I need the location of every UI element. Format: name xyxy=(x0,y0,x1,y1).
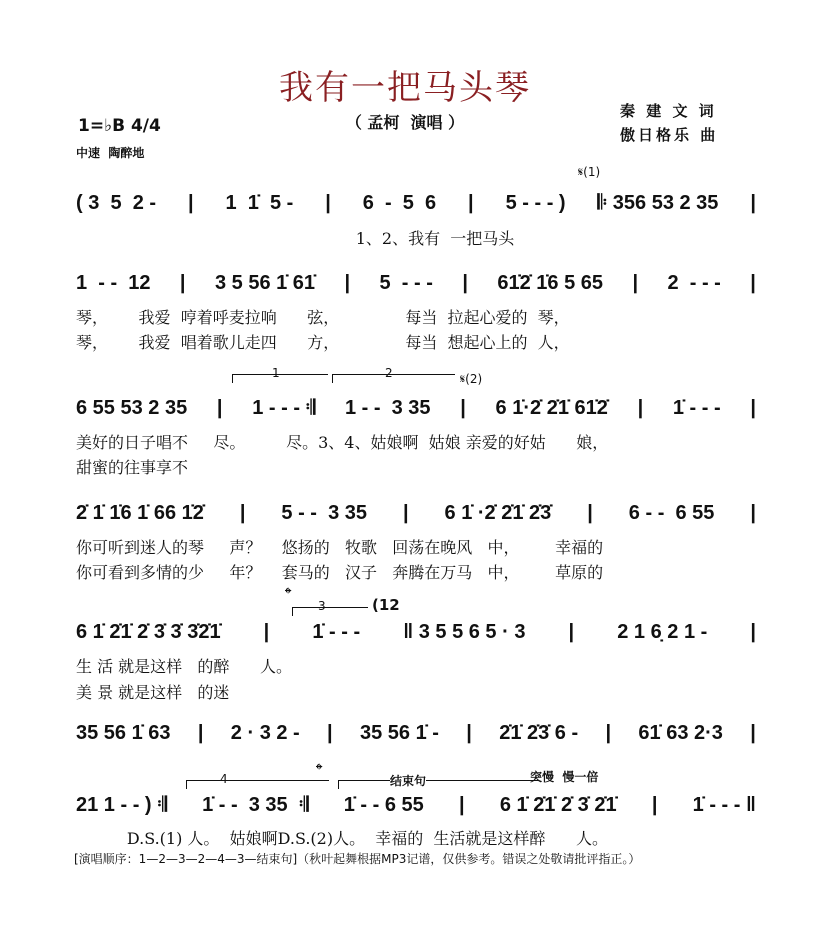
measure: ‖ 3 5 5 6 5 · 3 xyxy=(403,621,526,643)
measure: 6 1̇ ·2̇ 2̇1̇ 2̇3̇ xyxy=(444,502,552,524)
composer: 傲日格乐 曲 xyxy=(620,126,719,144)
measure: 61̇ 63 2·3 xyxy=(638,722,723,744)
measure: 35 56 1̇ - xyxy=(359,722,439,744)
measure: 𝄆 356 53 2 35 xyxy=(597,192,719,214)
measure: 6 1̇ 2̇1̇ 2̇ 3̇ 3̇ 3̇2̇1̇ xyxy=(76,621,221,643)
measure: 1̇ - - - xyxy=(672,397,721,419)
measure: 1 - - - 𝄇 xyxy=(252,397,316,419)
measure: 6 55 53 2 35 xyxy=(76,397,188,419)
volta-4: 4 xyxy=(220,772,228,786)
score-row-3: 6 55 53 2 35 | 1 - - - 𝄇 1 - - 3 35 | 6 1̇·2̇ 2̇1̇ 61̇2̇ | 1̇ - - - | xyxy=(76,397,756,419)
score-row-6: 35 56 1̇ 63 | 2 · 3 2 - | 35 56 1̇ - | 2̇1̇ 2̇3̇ 6 - | 61̇ 63 2·3 | xyxy=(76,722,756,744)
measure: 6 1̇·2̇ 2̇1̇ 61̇2̇ xyxy=(495,397,608,419)
measure: 1̇ - - - ‖ xyxy=(692,794,756,816)
measure: 61̇2̇ 1̇6 5 65 xyxy=(497,272,604,294)
score-row-5: 6 1̇ 2̇1̇ 2̇ 3̇ 3̇ 3̇2̇1̇ | 1̇ - - - ‖ 3 5 5 6 5 · 3 | 2 1 6̣ 2 1 - | xyxy=(76,621,756,643)
measure: 1̇ - - 3 35 𝄇 xyxy=(202,794,309,816)
tempo-marking: 中速 陶醉地 xyxy=(76,146,145,160)
score-row-7: 21 1 - - ) 𝄇 1̇ - - 3 35 𝄇 1̇ - - 6 55 | 6 1̇ 2̇1̇ 2̇ 3̇ 2̇1̇ | 1̇ - - - ‖ xyxy=(76,794,756,816)
coda-icon: 𝄌 xyxy=(285,584,292,605)
measure: 1̇ - - 6 55 xyxy=(343,794,424,816)
lyrics-line: 美 景 就是这样 的迷 xyxy=(76,683,230,702)
measure: 5 - - 3 35 xyxy=(281,502,368,524)
measure: 2 1 6̣ 2 1 - xyxy=(617,621,708,643)
volta-3: 3 xyxy=(318,599,326,613)
lyrics-line: 1、2、我有 一把马头 xyxy=(76,229,515,248)
performance-order-note: [演唱顺序：1—2—3—2—4—3—结束句]（秋叶起舞根据MP3记谱，仅供参考。错误之处敬请批评指正。） xyxy=(74,852,641,866)
measure: 2̇1̇ 2̇3̇ 6 - xyxy=(499,722,579,744)
volta-2: 2 xyxy=(385,366,393,380)
measure: 1 - - 3 35 xyxy=(344,397,431,419)
measure: 2 - - - xyxy=(667,272,721,294)
measure: 6 - - 6 55 xyxy=(628,502,715,524)
volta-1: 1 xyxy=(272,366,280,380)
measure: 6 1̇ 2̇1̇ 2̇ 3̇ 2̇1̇ xyxy=(499,794,617,816)
song-title: 我有一把马头琴 xyxy=(279,68,531,108)
lyrics-line: 你可听到迷人的琴 声？ 悠扬的 牧歌 回荡在晚风 中， 幸福的 xyxy=(76,538,604,557)
measure: 3 5 56 1̇ 61̇ xyxy=(214,272,316,294)
measure: 5 - - - ) xyxy=(505,192,566,214)
measure: 1 1̇ 5 - xyxy=(225,192,294,214)
measure: 6 - 5 6 xyxy=(362,192,437,214)
score-row-4: 2̇ 1̇ 1̇6 1̇ 66 1̇2̇ | 5 - - 3 35 | 6 1̇ ·2̇ 2̇1̇ 2̇3̇ | 6 - - 6 55 | xyxy=(76,502,756,524)
tempo-change: 突慢 慢一倍 xyxy=(530,770,599,784)
coda-icon: 𝄌 xyxy=(316,760,323,781)
measure: 2 · 3 2 - xyxy=(230,722,300,744)
measure: ( 3 5 2 - xyxy=(76,192,157,214)
segno-2: 𝄋(2) xyxy=(460,372,483,386)
score-row-1: ( 3 5 2 - | 1 1̇ 5 - | 6 - 5 6 | 5 - - - ) 𝄆 356 53 2 35 | xyxy=(76,192,756,214)
lyrics-line: 你可看到多情的少 年？ 套马的 汉子 奔腾在万马 中， 草原的 xyxy=(76,563,604,582)
lyricist: 秦 建 文 词 xyxy=(620,102,717,120)
measure: 2̇ 1̇ 1̇6 1̇ 66 1̇2̇ xyxy=(76,502,204,524)
lyrics-line: 美好的日子唱不 尽。 尽。3、4、姑娘啊 姑娘 亲爱的好姑 娘， xyxy=(76,433,609,452)
measure: 5 - - - xyxy=(379,272,433,294)
measure: 1 - - 12 xyxy=(76,272,151,294)
lyrics-line: D.S.(1) 人。 姑娘啊D.S.(2)人。 幸福的 生活就是这样醉 人。 xyxy=(76,829,608,848)
measure: 35 56 1̇ 63 xyxy=(76,722,171,744)
ending-label: 结束句 xyxy=(390,774,427,788)
performer: （ 孟柯 演唱 ） xyxy=(345,113,465,132)
score-row-2: 1 - - 12 | 3 5 56 1̇ 61̇ | 5 - - - | 61̇2̇ 1̇6 5 65 | 2 - - - | xyxy=(76,272,756,294)
lyrics-line: 琴， 我爱 哼着呼麦拉响 弦， 每当 拉起心爱的 琴， xyxy=(76,308,570,327)
measure: 21 1 - - ) 𝄇 xyxy=(76,794,167,816)
lyrics-line: 甜蜜的往事享不 xyxy=(76,458,189,477)
key-signature: 1=♭B 4/4 xyxy=(78,116,161,136)
lyrics-line: 生 活 就是这样 的醉 人。 xyxy=(76,657,292,676)
lyrics-line: 琴， 我爱 唱着歌儿走四 方， 每当 想起心上的 人， xyxy=(76,333,570,352)
measure: 1̇ - - - xyxy=(312,621,361,643)
interlude-mark: (12 xyxy=(372,596,400,614)
segno-1: 𝄋(1) xyxy=(578,165,601,179)
